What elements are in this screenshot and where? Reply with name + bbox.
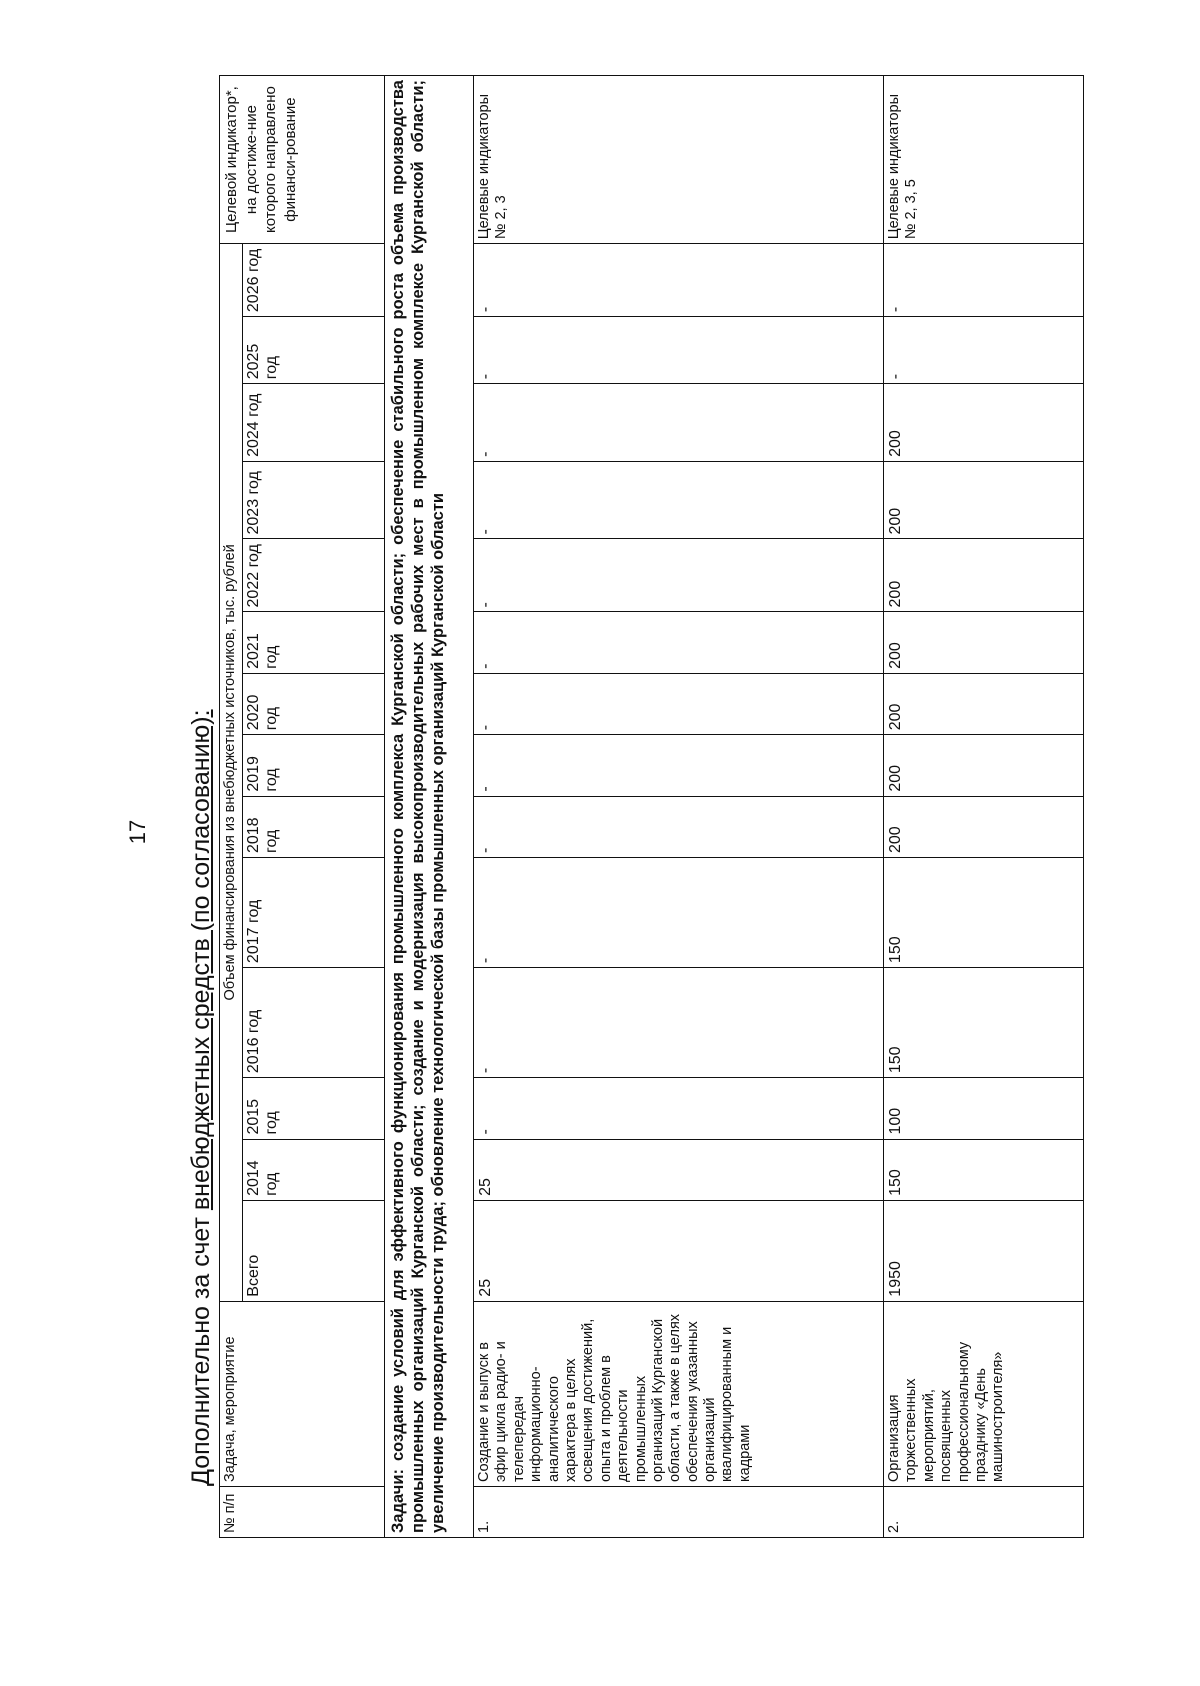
row-indicator: Целевые индикаторы № 2, 3 (474, 76, 884, 244)
title-prefix: Дополнительно за счет (187, 1210, 215, 1486)
row-value: 150 (884, 1139, 1084, 1200)
row-value: - (474, 858, 884, 968)
header-year: 2014 год (242, 1139, 384, 1200)
header-year: 2015 год (242, 1078, 384, 1139)
row-value: - (474, 1078, 884, 1139)
row-value: 150 (884, 858, 1084, 968)
header-year: 2016 год (242, 968, 384, 1078)
row-value: 200 (884, 384, 1084, 462)
row-value: 25 (474, 1139, 884, 1200)
row-total: 25 (474, 1200, 884, 1301)
row-value: 200 (884, 796, 1084, 857)
row-value: - (474, 735, 884, 796)
header-year: 2022 год (242, 539, 384, 612)
row-value: - (474, 244, 884, 317)
row-value: - (474, 796, 884, 857)
row-name: Организация торжественных мероприятий, посвященных профессиональному празднику «День машиностроителя» (884, 1301, 1084, 1486)
header-task: Задача, мероприятие (220, 1301, 385, 1486)
table-row (884, 76, 1084, 1538)
header-num: № п/п (220, 1487, 385, 1538)
task-description: Задачи: создание условий для эффективного функционирования промышленного комплекса Курганской области; обеспечение стабильного роста объема производства промышленных организаций Курганской области; создание и модернизация высокопроизводительных рабочих мест в промышленном комплексе Курганской области; увеличение производительности труда; обновление технологической базы промышленных организаций Курганской области (385, 76, 474, 1538)
header-year: 2018 год (242, 796, 384, 857)
row-indicator: Целевые индикаторы № 2, 3, 5 (884, 76, 1084, 244)
row-value: 200 (884, 612, 1084, 673)
table-row (474, 76, 884, 1538)
header-year: 2021 год (242, 612, 384, 673)
row-name: Создание и выпуск в эфир цикла радио- и телепередач информационно-аналитического характера в целях освещения достижений, опыта и проблем в деятельности промышленных организаций Курганской области, а также в целях обеспечения указанных организаций квалифицированным и кадрами (474, 1301, 884, 1486)
row-num: 1. (474, 1487, 884, 1538)
header-total: Всего (242, 1200, 384, 1301)
page-number: 17 (125, 819, 150, 845)
row-value: 200 (884, 461, 1084, 539)
row-value: - (474, 673, 884, 734)
row-value: 200 (884, 735, 1084, 796)
header-year: 2024 год (242, 384, 384, 462)
row-value: 200 (884, 673, 1084, 734)
document-title (183, 75, 219, 1538)
row-num: 2. (884, 1487, 1084, 1538)
row-value: - (884, 244, 1084, 317)
header-year: 2025 год (242, 317, 384, 384)
header-indicator: Целевой индикатор*, на достиже-ние которого направлено финанси-рование (220, 76, 385, 244)
row-value: - (474, 539, 884, 612)
row-value: - (474, 461, 884, 539)
header-volume: Объем финансирования из внебюджетных источников, тыс. рублей (220, 244, 243, 1302)
financing-table (219, 75, 1084, 1538)
header-year: 2017 год (242, 858, 384, 968)
row-value: 100 (884, 1078, 1084, 1139)
row-value: 200 (884, 539, 1084, 612)
title-underlined: внебюджетных средств (по согласованию): (187, 709, 215, 1211)
row-value: - (474, 968, 884, 1078)
header-year: 2020 год (242, 673, 384, 734)
row-value: 150 (884, 968, 1084, 1078)
rotated-document (183, 75, 1035, 1538)
header-year: 2019 год (242, 735, 384, 796)
header-year: 2026 год (242, 244, 384, 317)
row-total: 1950 (884, 1200, 1084, 1301)
row-value: - (474, 317, 884, 384)
row-value: - (884, 317, 1084, 384)
row-value: - (474, 612, 884, 673)
header-year: 2023 год (242, 461, 384, 539)
row-value: - (474, 384, 884, 462)
